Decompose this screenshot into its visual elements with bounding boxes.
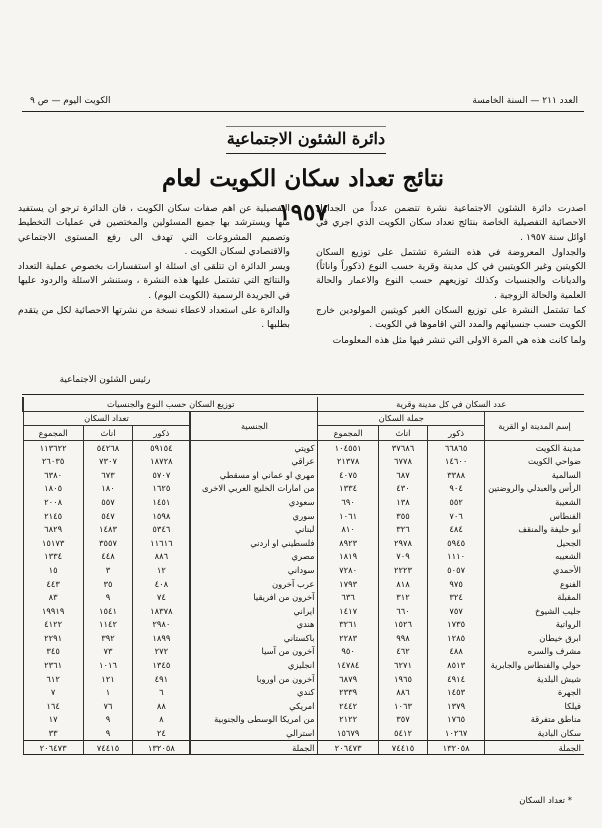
female-cell: ٧٠٩	[378, 550, 427, 564]
table-row	[23, 645, 584, 659]
place-cell: السالمية	[485, 468, 584, 482]
total-cell: ٨٣	[23, 590, 83, 604]
total-cell: ١١٣٦٢٢	[23, 440, 83, 454]
female-cell: ٨١٨	[378, 577, 427, 591]
place-cell: الرأس والعبدلي والروضتين	[485, 482, 584, 496]
table-row	[23, 713, 584, 727]
total-cell: ٢٤٤٢	[318, 699, 378, 713]
total-cell: ٩٥٠	[318, 645, 378, 659]
place-cell: الفنوع	[485, 577, 584, 591]
female-cell: ٩	[83, 726, 132, 740]
male-cell: ٣٢٤	[428, 590, 485, 604]
female-cell: ٢٩٧٨	[378, 536, 427, 550]
nationality-cell: كندي	[190, 685, 318, 699]
female-cell: ١٥٢٦	[378, 618, 427, 632]
female-cell: ٦٨٧	[378, 468, 427, 482]
place-cell: حولي والفنطاس والجابرية	[485, 658, 584, 672]
male-cell: ٢٧٢	[133, 645, 191, 659]
nationality-cell: انجليزي	[190, 658, 318, 672]
total-cell: ٧	[23, 685, 83, 699]
header-rule	[22, 111, 584, 112]
nationality-cell: سوري	[190, 509, 318, 523]
male-cell: ١٨٧٢٨	[133, 454, 191, 468]
place-cell: الشعيبه	[485, 550, 584, 564]
paragraph: والجداول المعروضة في هذه النشرة تشتمل على توزيع السكان الكويتين وغير الكويتيين في كل مدينة وقرية حسب النوع (ذكوراً واناثاً) والديانات والجنسيات وكذلك توزيعهم حسب النوع والاعمار والحالة العلمية والحالة الزوجية .	[316, 246, 586, 301]
male-cell: ١٣٧٩	[428, 699, 485, 713]
nationality-cell: من امريكا الوسطى والجنوبية	[190, 713, 318, 727]
nationality-cell: آخرون من اوروبا	[190, 672, 318, 686]
total-cell: ٦٨٧٩	[318, 672, 378, 686]
male-cell: ٤٩١	[133, 672, 191, 686]
total-cell: ٦٨٢٩	[23, 522, 83, 536]
place-cell: الأحمدي	[485, 563, 584, 577]
place-cell: سكان البادية	[485, 726, 584, 740]
total-cell: ١٥٦٧٩	[318, 726, 378, 740]
table-row	[23, 482, 584, 496]
total-cell: ٢٣٣٩	[318, 685, 378, 699]
male-cell: ١٤٥١	[133, 495, 191, 509]
place-cell: الجهرة	[485, 685, 584, 699]
total-label-cell: الجملة	[485, 740, 584, 755]
col-place-header: إسم المدينة او القرية	[485, 411, 584, 440]
place-cell: المقبلة	[485, 590, 584, 604]
signature-line: رئيس الشئون الاجتماعية	[59, 375, 151, 385]
right-group-title: تعداد السكان	[23, 411, 190, 426]
female-cell: ٧٣٠٧	[83, 454, 132, 468]
paragraph: ويسر الدائرة ان تتلقى اى اسئلة او استفسارات بخصوص عملية التعداد والنتائج التي تشتمل عليها هذه النشرة ، وستنشر الاسئلة والردود عليها في الجريدة الرسمية (الكويت اليوم) .	[18, 261, 290, 301]
table-row	[23, 468, 584, 482]
male-cell: ٥٠٥٧	[428, 563, 485, 577]
female-cell: ٨٨٦	[378, 685, 427, 699]
female-cell: ٣١٢	[378, 590, 427, 604]
nationality-cell: سوداني	[190, 563, 318, 577]
female-cell: ٣٢٦	[378, 522, 427, 536]
nationality-cell: عرب آخرون	[190, 577, 318, 591]
paragraph: كما تشتمل النشرة على توزيع السكان الغير كويتيين المولودين خارج الكويت حسب جنسياتهم والمدد التي اقاموها في الكويت .	[316, 305, 586, 331]
total-cell: ٦١٢	[23, 672, 83, 686]
male-cell: ١٥٩٨	[133, 509, 191, 523]
male-cell: ١١١٠	[428, 550, 485, 564]
female-cell: ١٤٨٣	[83, 522, 132, 536]
total-cell: ٦٣٨٠	[23, 468, 83, 482]
table-row	[23, 522, 584, 536]
female-cell: ٩	[83, 713, 132, 727]
place-cell: الرواتية	[485, 618, 584, 632]
male-cell: ١٤٥٣	[428, 685, 485, 699]
male-cell: ٥٣٤٦	[133, 522, 191, 536]
male-cell: ٥٧٠٧	[133, 468, 191, 482]
nationality-cell: من امارات الخليج العربي الاخرى	[190, 482, 318, 496]
total-cell: ٢٢٩١	[23, 631, 83, 645]
female-total-cell: ٧٤٤١٥	[378, 740, 427, 755]
female-cell: ٣٥٧	[378, 713, 427, 727]
female-cell: ٤٣٠	[378, 482, 427, 496]
female-cell: ٤٤٨	[83, 550, 132, 564]
nationality-cell: هندي	[190, 618, 318, 632]
table-row	[23, 672, 584, 686]
page-number: الكويت اليوم — ص ٩	[30, 96, 111, 106]
female-cell: ٧٦	[83, 699, 132, 713]
total-cell: ١٥١٧٣	[23, 536, 83, 550]
male-cell: ١٢٨٥	[428, 631, 485, 645]
male-cell: ٧٤	[133, 590, 191, 604]
left-group-title: جملة السكان	[318, 411, 485, 426]
total-cell: ١٩٩١٩	[23, 604, 83, 618]
table-row	[23, 550, 584, 564]
female-cell: ١٠١٦	[83, 658, 132, 672]
female-cell: ٥٤٧	[83, 509, 132, 523]
nationality-cell: كويتي	[190, 440, 318, 454]
male-cell: ٦	[133, 685, 191, 699]
female-cell: ١٥٤١	[83, 604, 132, 618]
female-cell: ١٨٠	[83, 482, 132, 496]
table-row	[23, 563, 584, 577]
nationality-cell: آخرون من افريقيا	[190, 590, 318, 604]
col-female-header: اناث	[378, 426, 427, 441]
female-cell: ٣٩٢	[83, 631, 132, 645]
female-cell: ١٩٦٥	[378, 672, 427, 686]
place-cell: جليب الشيوخ	[485, 604, 584, 618]
table-total-row	[23, 740, 584, 755]
table-row	[23, 509, 584, 523]
nationality-cell: فلسطيني او اردني	[190, 536, 318, 550]
female-cell: ٩	[83, 590, 132, 604]
total-cell: ١٤٧٨٤	[318, 658, 378, 672]
table-row	[23, 685, 584, 699]
table-row	[23, 604, 584, 618]
female-cell: ١١٤٢	[83, 618, 132, 632]
total-cell: ١٧٩٣	[318, 577, 378, 591]
female-cell: ٥٤١٢	[378, 726, 427, 740]
male-cell: ٤٩١٤	[428, 672, 485, 686]
male-cell: ٣٣٨٨	[428, 468, 485, 482]
female-cell: ١٢١	[83, 672, 132, 686]
male-cell: ٥٥٢	[428, 495, 485, 509]
col-male-header: ذكور	[428, 426, 485, 441]
male-cell: ٥٩١٥٤	[133, 440, 191, 454]
total-cell: ٣٢٦١	[318, 618, 378, 632]
left-table-section-title: عدد السكان في كل مدينة وقرية	[318, 397, 584, 411]
male-cell: ٨	[133, 713, 191, 727]
male-cell: ١١٦١٦	[133, 536, 191, 550]
male-cell: ٤٨٨	[428, 645, 485, 659]
total-cell: ٦٣٦	[318, 590, 378, 604]
paragraph: ولما كانت هذه هي المرة الاولى التي تنشر فيها مثل هذه المعلومات	[332, 334, 586, 346]
total-cell: ٨١٠	[318, 522, 378, 536]
nationality-cell: باكستاني	[190, 631, 318, 645]
col-total-header: المجموع	[318, 426, 378, 441]
total-cell: ٤١٢٢	[23, 618, 83, 632]
total-cell: ١٤١٧	[318, 604, 378, 618]
grand-total-cell: ٢٠٦٤٧٣	[23, 740, 83, 755]
total-cell: ١٠٤٥٥١	[318, 440, 378, 454]
place-cell: مشرف والسره	[485, 645, 584, 659]
male-cell: ٩٠٤	[428, 482, 485, 496]
total-cell: ١٨٠٥	[23, 482, 83, 496]
issue-number: العدد ٢١١ — السنة الخامسة	[472, 96, 578, 106]
male-cell: ١٣٤٥	[133, 658, 191, 672]
female-cell: ٣٥	[83, 577, 132, 591]
male-cell: ٨٥١٣	[428, 658, 485, 672]
female-cell: ٥٥٧	[83, 495, 132, 509]
nationality-cell: امريكي	[190, 699, 318, 713]
male-total-cell: ١٣٢٠٥٨	[428, 740, 485, 755]
male-cell: ١٠٢٦٧	[428, 726, 485, 740]
place-cell: شيش البلدية	[485, 672, 584, 686]
table-row	[23, 699, 584, 713]
total-cell: ٢٣٦١	[23, 658, 83, 672]
page-header	[22, 96, 582, 110]
total-cell: ١٥	[23, 563, 83, 577]
place-cell: مناطق متفرقة	[485, 713, 584, 727]
male-cell: ١٦٢٥	[133, 482, 191, 496]
department-title: دائرة الشئون الاجتماعية	[226, 126, 386, 154]
table-row	[23, 590, 584, 604]
nationality-cell: مصري	[190, 550, 318, 564]
table-row	[23, 631, 584, 645]
paragraph: والدائرة على استعداد لاعطاء نسخة من نشرتها الاحصائية لكل من يتقدم بطلبها .	[18, 305, 290, 331]
grand-total-cell: ٢٠٦٤٧٣	[318, 740, 378, 755]
male-cell: ٤٠٨	[133, 577, 191, 591]
male-cell: ٦٦٨٦٥	[428, 440, 485, 454]
table-row	[23, 726, 584, 740]
female-cell: ٦٧٣	[83, 468, 132, 482]
male-cell: ١٢	[133, 563, 191, 577]
table-row	[23, 658, 584, 672]
total-cell: ١٦٤	[23, 699, 83, 713]
female-cell: ٢٢٢٣	[378, 563, 427, 577]
female-cell: ٣٧٦٨٦	[378, 440, 427, 454]
male-cell: ٢٩٨٠	[133, 618, 191, 632]
place-cell: ضواحي الكويت	[485, 454, 584, 468]
place-cell: ابرق خيطان	[485, 631, 584, 645]
nationality-cell: لبناني	[190, 522, 318, 536]
place-cell: الفنطاس	[485, 509, 584, 523]
total-cell: ٢١٤٥	[23, 509, 83, 523]
table-row	[23, 536, 584, 550]
table-row	[23, 454, 584, 468]
nationality-cell: سعودي	[190, 495, 318, 509]
female-cell: ٩٩٨	[378, 631, 427, 645]
female-cell: ٣	[83, 563, 132, 577]
total-label-cell: الجملة	[190, 740, 318, 755]
female-cell: ٦٦٠	[378, 604, 427, 618]
male-cell: ٩٧٥	[428, 577, 485, 591]
female-total-cell: ٧٤٤١٥	[83, 740, 132, 755]
nationality-cell: استرالي	[190, 726, 318, 740]
total-cell: ١٨١٩	[318, 550, 378, 564]
place-cell: الجحيل	[485, 536, 584, 550]
male-cell: ٢٤	[133, 726, 191, 740]
female-cell: ٥٤٢٦٨	[83, 440, 132, 454]
male-cell: ١٤٦٠٠	[428, 454, 485, 468]
female-cell: ٣٥٥	[378, 509, 427, 523]
total-cell: ١٧	[23, 713, 83, 727]
right-table-section-title: توزيع السكان حسب النوع والجنسيات	[23, 397, 318, 411]
paragraph: التفصيلية عن اهم صفات سكان الكويت ، فان الدائرة ترجو ان يستفيد منها ويسترشد بها جميع المسئولين والمختصين في عمليات التخطيط وتصميم المشروعات التي تهدف الى رفع المستوى الاجتماعي والاقتصادي لسكان الكويت .	[18, 203, 290, 257]
col-male-header: ذكور	[133, 426, 191, 441]
male-cell: ١٨٣٧٨	[133, 604, 191, 618]
total-cell: ٢٠٠٨	[23, 495, 83, 509]
male-cell: ٨٨٦	[133, 550, 191, 564]
female-cell: ٤٦٢	[378, 645, 427, 659]
total-cell: ٧٢٨٠	[318, 563, 378, 577]
nationality-cell: ايراني	[190, 604, 318, 618]
article-title: نتائج تعداد سكان الكويت لعام ١٩٥٧	[161, 165, 445, 226]
article-column-left	[18, 202, 290, 334]
male-cell: ١٧٣٥	[428, 618, 485, 632]
total-cell: ٢٦٠٣٥	[23, 454, 83, 468]
female-cell: ١٠٦٣	[378, 699, 427, 713]
total-cell: ١٣٣٤	[23, 550, 83, 564]
col-nationality-header: الجنسية	[190, 411, 318, 440]
nationality-cell: آخرون من آسيا	[190, 645, 318, 659]
male-cell: ٧٠٦	[428, 509, 485, 523]
article-column-right	[316, 202, 586, 349]
male-cell: ٧٥٧	[428, 604, 485, 618]
total-cell: ٤٤٣	[23, 577, 83, 591]
place-cell: فيلكا	[485, 699, 584, 713]
paragraph: اصدرت دائرة الشئون الاجتماعية نشرة تتضمن عدداً من الجداول الاحصائية التفصيلية الخاصة بنتائج تعداد سكان الكويت الذي اجري في اوائل سنة ١٩٥٧ .	[316, 203, 586, 243]
female-cell: ٦٧٧٨	[378, 454, 427, 468]
total-cell: ٤٠٧٥	[318, 468, 378, 482]
female-cell: ١٣٨	[378, 495, 427, 509]
nationality-cell: مهري او عماني او مسقطي	[190, 468, 318, 482]
total-cell: ٢١٣٧٨	[318, 454, 378, 468]
col-female-header: اناث	[83, 426, 132, 441]
female-cell: ٦٢٧١	[378, 658, 427, 672]
total-cell: ٢٢٨٣	[318, 631, 378, 645]
place-cell: أبو حليفة والمنقف	[485, 522, 584, 536]
total-cell: ٢١٢٢	[318, 713, 378, 727]
census-table	[22, 397, 584, 755]
female-cell: ١	[83, 685, 132, 699]
total-cell: ٣٣	[23, 726, 83, 740]
footnote: * تعداد السكان	[519, 796, 572, 806]
place-cell: مدينة الكويت	[485, 440, 584, 454]
female-cell: ٣٥٥٧	[83, 536, 132, 550]
total-cell: ١٠٦١	[318, 509, 378, 523]
total-cell: ٦٩٠	[318, 495, 378, 509]
col-total-header: المجموع	[23, 426, 83, 441]
male-cell: ٤٨٤	[428, 522, 485, 536]
total-cell: ٨٩٢٣	[318, 536, 378, 550]
place-cell: الشعيبة	[485, 495, 584, 509]
table-row	[23, 618, 584, 632]
male-cell: ٨٨	[133, 699, 191, 713]
total-cell: ١٣٣٤	[318, 482, 378, 496]
total-cell: ٣٤٥	[23, 645, 83, 659]
nationality-cell: عراقي	[190, 454, 318, 468]
male-cell: ٥٩٤٥	[428, 536, 485, 550]
male-total-cell: ١٣٢٠٥٨	[133, 740, 191, 755]
male-cell: ١٧٦٥	[428, 713, 485, 727]
female-cell: ٧٣	[83, 645, 132, 659]
table-row	[23, 495, 584, 509]
table-row	[23, 440, 584, 454]
male-cell: ١٨٩٩	[133, 631, 191, 645]
table-top-rule	[22, 394, 584, 395]
table-row	[23, 577, 584, 591]
